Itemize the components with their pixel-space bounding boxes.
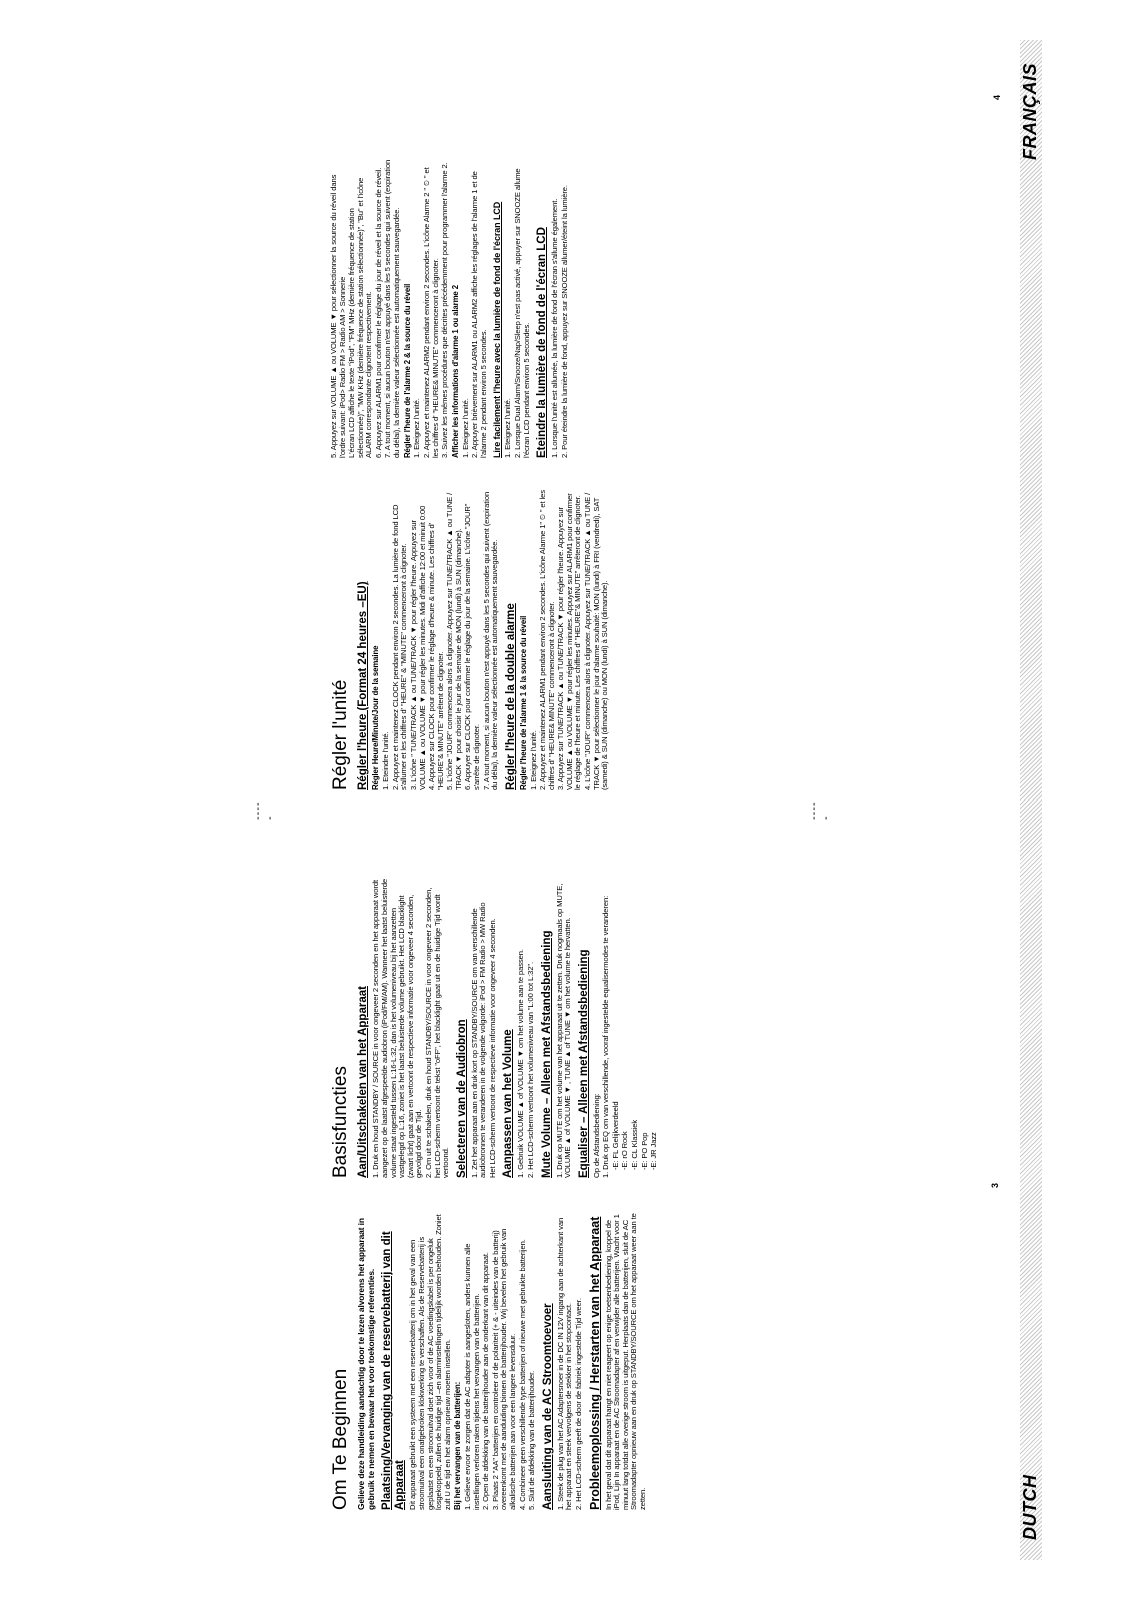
dutch-column-getting-started <box>330 1210 648 1510</box>
section-heading: Régler l'heure de la double alarme <box>504 603 517 790</box>
intro-text: Gelieve deze handleiding aandachtig door te lezen alvorens het apparaat in gebruik te nemen en bewaar het voor toekomstige referenties. <box>356 1218 376 1510</box>
page-title: Om Te Beginnen <box>330 1368 351 1510</box>
power-steps <box>372 878 450 1178</box>
list-item: 5. Sluit de afdekking van de batterijhouder. <box>527 1370 537 1510</box>
list-item: Het LCD-scherm vertoont de respectieve informatie voor ongeveer 4 seconden. <box>487 918 497 1178</box>
french-page <box>0 40 1131 800</box>
subheading: Régler l'heure de l'alarme 2 & la source du réveil <box>402 283 412 458</box>
page-number: 3 <box>990 1182 1000 1188</box>
list-item: 1. Eteignez l'unité. <box>528 730 538 790</box>
ac-steps <box>557 1210 584 1510</box>
list-item: 4. Appuyez sur CLOCK pour confirmer le réglage d'heure & minute. Les chiffres d' "HEURE"& MINUTE" arrêtent de clignoter. <box>427 522 445 790</box>
list-item: 1. Eteignez l'unité. <box>503 398 513 458</box>
list-item: 2. Lorsque Dual Alarm/Snooze/Nap/Sleep n'est pas activé, appuyer sur SNOOZE allume l'écran LCD pendant environ 5 secondes. <box>513 168 531 458</box>
section-heading: Mute Volume – Alleen met Afstandsbediening <box>540 930 553 1178</box>
list-item: 5. Appuyez sur VOLUME ▲ ou VOLUME ▼ pour sélectionner la source du réveil dans l'ordre suivant: iPod> Radio FM > Radio AM > Sonnerie <box>329 174 347 458</box>
list-item: 1. Druk en houd STANDBY / SOURCE in voor ongeveer 2 seconden en het apparaat wordt aangezet op de laatst afgespeelde audiobron (iPod/FM/AM). Wanneer het laatst beluisterde volume staat ingesteld tussen L:16-L:32, dan is het volumeniveau bij het aanzetten vastgelegd op L:16, zoniet is het laatst beluisterde volume gebruikt. Het LCD blacklight (zwart licht) gaat aan en vertoont de respectieve informatie voor ongeveer 4 seconden, gevolgd door de Tijd. <box>371 878 424 1178</box>
list-item: 4. L'icône "JOUR" commencera alors à clignoter. Appuyez sur TUNE/TRACK ▲ ou TUNE / TRACK ▼ pour sélectionner le jour d'alarme souhaité: MON (lundi) à FRI (vendredi), SAT (samedi) & SUN (dimanche) ou MON (lundi) à SUN (dimanche). <box>583 492 610 790</box>
paragraph: Dit apparaat gebruikt een systeem met een reservebatterij om in het geval van een stroomuitval een onafgebroken klokwerking te verschaffen. Als de Reservebatterij is geplaatst en een stroomuitval doet zich voor of de AC voedingskabel is per ongeluk losgekoppeld, zullen de huidige tijd –en alarminstellingen tijdelijk worden behouden. Zoniet zult U de tijd en het alarm opnieuw moeten instellen. <box>408 1214 452 1510</box>
dual-alarm-steps <box>530 490 610 790</box>
list-item: L'écran LCD affiche le texte "iPod", "FM" MHz (dernière fréquence de station sélectionnée)", "MW KHz (dernière fréquence de station sélectionnée)", "Bu" et l'icône ALARM correspondante clignotent respectivement. <box>347 177 374 458</box>
list-item: 7. A tout moment, si aucun bouton n'est appuyé dans les 5 secondes qui suivent (expiration du délai), la dernière valeur sélectionnée est automatiquement sauvegardée. <box>481 491 500 790</box>
language-label: DUTCH <box>1020 1474 1040 1540</box>
page-number: 4 <box>992 94 1002 100</box>
list-item: 1. Steek de plug van het AC Adaptersnoer in de DC IN 12V ingang aan de achterkant van het apparaat en steek vervolgens de stekker in het stopcontact. <box>555 1217 574 1510</box>
list-item: 2. Om uit te schakelen, druk en houd STANDBY/SOURCE in voor ongeveer 2 seconden, het LCD-scherm vertoont de tekst "oFF", het blacklight gaat uit en de huidige Tijd wordt vertoond. <box>423 887 451 1178</box>
list-item: 1. Lorsque l'unité est allumée, la lumière de fond de l'écran s'allume également. <box>550 198 560 458</box>
list-item: 3. L'icône " TUNE/TRACK ▲ ou TUNE/TRACK ▼ pour régler l'heure. Appuyez sur VOLUME ▲ ou VOLUME ▼ pour régler les minutes. Midi d'affiche 12:00 et minuit 0:00 <box>408 505 427 790</box>
alarm2-steps <box>413 158 449 458</box>
section-heading: Aansluiting van de AC Stroomtoevoer <box>541 1303 554 1510</box>
list-item: 4. Combineer geen verschillende type batterijen of nieuwe met gebruikte batterijen. <box>517 1239 527 1510</box>
subheading: Régler Heure/Minute/Jour de la semaine <box>371 645 381 790</box>
eq-mode-item: -E: PO Pop <box>639 1132 649 1170</box>
paragraph: Op de Afstandsbediening: <box>591 1093 601 1178</box>
list-item: 1. Eteignez l'unité. <box>460 398 470 458</box>
eq-mode-item: -E: JR Jazz <box>649 1132 659 1170</box>
list-item: 2. Het LCD-scherm vertoont het volumeniveau van "L:00 tot L:32". <box>525 962 535 1178</box>
eq-mode-item: -E: CL Klassiek <box>629 1119 639 1170</box>
section-heading: Probleemoplossing / Herstarten van het Apparaat <box>588 1216 603 1510</box>
list-item: 7. A tout moment, si aucun bouton n'est appuyé dans les 5 secondes qui suivent (expiration du délai), la dernière valeur sélectionnée est automatiquement sauvegardée. <box>383 159 402 458</box>
list-item: 3. Suivez les mêmes procédures que décrites précédemment pour programmer l'alarme 2. <box>440 162 450 458</box>
show-alarm-steps <box>462 158 489 458</box>
list-item: 1. Gelieve ervoor te zorgen dat de AC adapter is aangesloten, anders kunnen alle instellingen verloren raken tijdens het vervangen van de batterijen. <box>463 1243 481 1510</box>
section-heading: Lire facilement l'heure avec la lumière de fond de l'écran LCD <box>492 201 503 458</box>
page-separator: ----- <box>808 801 832 820</box>
list-item: 2. Het LCD-scherm geeft de door de fabriek ingestelde Tijd weer. <box>573 1298 583 1510</box>
read-time-steps <box>504 158 531 458</box>
list-item: 6. Appuyer sur CLOCK pour confirmer le réglage du jour de la semaine. L'icône "JOUR" s'arrête de clignoter. <box>463 503 482 790</box>
list-item: 2. Appuyer brièvement sur ALARM1 ou ALARM2 affiche les réglages de l'alarme 1 et de l'alarme 2 pendant environ 5 secondes. <box>470 171 488 458</box>
list-item: 1. Gebruik VOLUME ▲ of VOLUME ▼ om het volume aan te passen. <box>516 949 526 1178</box>
page-title: Régler l'unité <box>330 679 351 790</box>
manual-spread <box>0 40 1131 1560</box>
backlight-off-steps <box>551 158 569 458</box>
section-heading: Plaatsing/Vervanging van de reservebatterij van dit Apparaat <box>381 1231 407 1510</box>
dutch-page <box>0 800 1131 1560</box>
section-heading: Equaliser – Alleen met Afstandsbediening <box>577 949 590 1178</box>
section-heading: Selecteren van de Audiobron <box>455 1019 468 1178</box>
volume-steps <box>517 878 535 1178</box>
section-heading: Aan/Uitschakelen van het Apparaat <box>357 986 370 1178</box>
alarm-continue-steps <box>330 158 402 458</box>
section-heading: Eteindre la lumière de fond de l'écran LCD <box>536 227 549 458</box>
page-title: Basisfuncties <box>330 1066 351 1178</box>
list-item: 1. Eteindre l'unité. <box>381 731 391 790</box>
subheading: Bij het vervangen van de batterijen: <box>453 1381 463 1510</box>
french-column-alarm <box>330 158 571 458</box>
list-item: 1. Eteignez l'unité. <box>412 398 422 458</box>
list-item: 2. Open de afdekking van de batterijhouder aan de onderkant van dit apparaat. <box>481 1252 491 1510</box>
subheading: Afficher les informations d'alarme 1 ou alarme 2 <box>450 285 460 458</box>
list-item: 5. L'icône "JOUR" commencera alors à clignoter. Appuyez sur TUNE/TRACK ▲ ou TUNE / TRACK ▼ pour choisir le jour de la semaine de MON (lundi) à SUN (dimanche). <box>445 492 463 790</box>
list-item: 2. Appuyez et maintenez ALARM1 pendant environ 2 secondes. L'icône Alarme 1" ⏲ " et les chiffres d' "HEURE& MINUTE" commenceront à clignoter. <box>538 490 556 790</box>
list-item: 3. Appuyez sur TUNE/TRACK ▲ ou TUNE/TRACK ▼ pour régler l'heure. Appuyez sur VOLUME ▲ ou VOLUME ▼ pour régler les minutes. Appuyez sur ALARM1 pour confirmer le réglage de l'heure et minute. Les chiffres d' "HEURE"& MINUTE" arrêteront de clignoter. <box>556 493 583 790</box>
mute-steps <box>556 878 573 1178</box>
eq-mode-item: -E: FL Gelijkverdeeld <box>610 1101 620 1170</box>
paragraph: 1. Druk op EQ om van verschillende, vooraf ingestelde equalisermodes te veranderen: <box>601 895 611 1178</box>
eq-mode-item: -E: rO Rock <box>620 1131 630 1170</box>
source-steps <box>471 878 498 1178</box>
page-separator: ----- <box>252 801 276 820</box>
list-item: 1. Zet het apparaat aan en druk kort op STANDBY/SOURCE om van verschillende audiobronnen te veranderen in de volgende volgorde: iPod > FM Radio > MW Radio <box>469 902 488 1178</box>
list-item: 2. Appuyez et maintenez ALARM2 pendant environ 2 secondes. L'icône Alarme 2 " ⏲ " et les chiffres d' "HEURE& MINUTE" commenceront à clignoter. <box>422 167 440 458</box>
list-item: 1. Druk op MUTE om het volume van het apparaat uit te zetten. Druk nogmaals op MUTE, VOLUME ▲ of VOLUME ▼ , TUNE ▲ of TUNE ▼ om het volume te hervatten. <box>554 883 573 1178</box>
eq-mode-list <box>612 878 659 1178</box>
list-item: 2. Appuyez et maintenez CLOCK pendant environ 2 secondes. La lumière de fond LCD s'allumer et les chiffres d' "HEURE" & "MINUTE" commenceront à clignoter. <box>390 504 409 790</box>
clock-steps <box>382 490 500 790</box>
dutch-column-basic-functions <box>330 878 661 1178</box>
list-item: 3. Plaats 2 "AA" batterijen en controleer of de polariteit (+ & - uiteindes van de batterij) overeenkomt met de aanduiding binnen de batterijhouder. Wij bevelen het gebruik van alkalische batterijen aan voor een langere levensduur. <box>490 1228 517 1510</box>
language-label: FRANÇAIS <box>1020 63 1040 160</box>
language-band <box>1020 800 1042 1560</box>
paragraph: In het geval dat dit apparaat hangt en niet reageert op enige toetsenbediening, koppel de iPod, Lijn In apparaat en de AC Stroomadapter af en verwijder alle batterijen. Wacht voor 1 minuut lang totdat alle overige stroom is uitgeput. Herplaats dan de batterijen, sluit de AC Stroomadapter opnieuw aan en druk op STANDBY/SOURCE om het apparaat weer aan te zetten. <box>603 1213 647 1510</box>
list-item: 2. Pour éteindre la lumière de fond, appuyez sur SNOOZE allumer/éteint la lumière. <box>559 185 569 458</box>
subheading: Régler l'heure de l'alarme 1 & la source du réveil <box>518 615 528 790</box>
battery-steps <box>464 1210 537 1510</box>
french-column-setup <box>330 490 612 790</box>
list-item: 6. Appuyez sur ALARM1 pour confirmer le réglage du jour de réveil et la source de réveil. <box>373 167 383 458</box>
section-heading: Aanpassen van het Volume <box>502 1029 515 1178</box>
section-heading: Régler l'heure (Format 24 heures –EU) <box>357 581 370 790</box>
